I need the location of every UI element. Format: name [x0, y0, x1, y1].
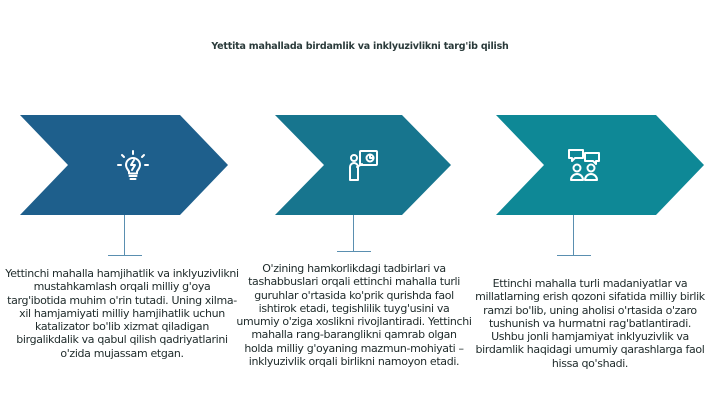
lightbulb-icon [113, 146, 153, 186]
step-3-connector-base [557, 255, 591, 256]
step-2-description: O'zining hamkorlikdagi tadbirlari va tashabbuslari orqali ettinchi mahalla turli guruhlar o'rtasida ko'prik qurishda faol ishtirok etadi, tegishlilik tuyg'usini va umumiy o'ziga xoslikni rivojlantiradi. Yettinchi mahalla rang-baranglikni qamrab olgan holda milliy g'oyaning mazmun-mohiyati – inklyuzivlik orqali birlikni namoyon etadi. [236, 262, 472, 369]
step-2-connector-base [337, 251, 371, 252]
step-1-connector-base [108, 255, 142, 256]
people-chat-icon [564, 145, 604, 185]
step-3-description: Ettinchi mahalla turli madaniyatlar va millatlarning erish qozoni sifatida milliy birlik ramzi bo'lib, uning aholisi o'rtasida o'zaro tushunish va hurmatni rag'batlantiradi. Ushbu jonli hamjamiyat inklyuzivlik va birdamlik haqidagi umumiy qarashlarga faol hissa qo'shadi. [475, 277, 705, 370]
step-2-connector [353, 215, 354, 251]
step-1-connector [124, 215, 125, 255]
presenter-icon [343, 145, 383, 185]
diagram-title: Yettita mahallada birdamlik va inklyuzivlikni targ'ib qilish [211, 41, 509, 52]
step-3-connector [573, 215, 574, 255]
step-1-description: Yettinchi mahalla hamjihatlik va inklyuzivlikni mustahkamlash orqali milliy g'oya targ'ibotida muhim o'rin tutadi. Uning xilma-xil hamjamiyati milliy hamjihatlik uchun katalizator bo'lib xizmat qiladigan birgalikdalik va qabul qilish qadriyatlarini o'zida mujassam etgan. [5, 267, 239, 360]
